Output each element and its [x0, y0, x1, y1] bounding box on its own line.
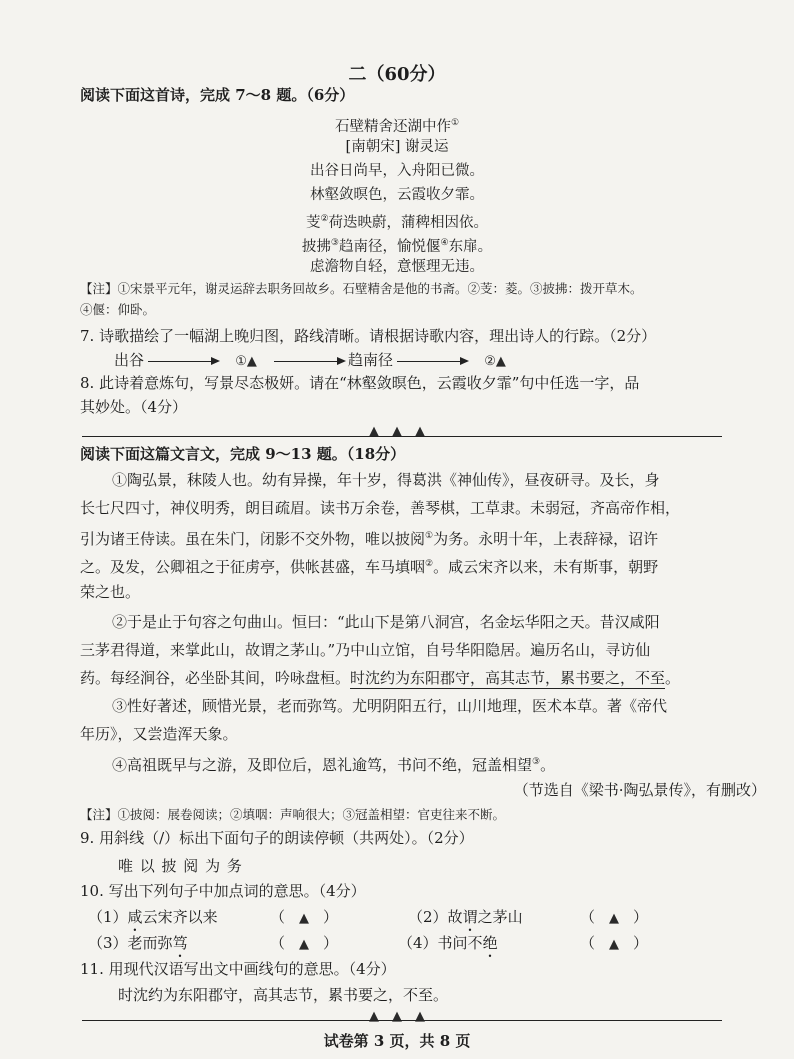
question-8-line-2: 其妙处。（4分） [80, 398, 188, 416]
answer-triangle-marks: ▲ ▲ ▲ [369, 424, 425, 439]
q7-route [114, 349, 519, 370]
q7-blank-2[interactable]: ②▲ [484, 354, 506, 369]
q7-blank-1[interactable]: ①▲ [235, 354, 257, 369]
question-9: 9. 用斜线（/）标出下面句子的朗读停顿（共两处）。（2分） [80, 829, 474, 847]
poem-note-line-2: ④偃：仰卧。 [80, 302, 156, 317]
arrow-icon [274, 361, 344, 362]
underlined-sentence: 时沈约为东阳郡守，高其志节，累书要之，不至 [350, 669, 666, 687]
q10-answer-2[interactable]: （ ▲ ） [580, 908, 649, 926]
q10-item-2: （2）故谓之茅山 [408, 908, 523, 926]
question-10: 10. 写出下列句子中加点词的意思。（4分） [80, 882, 366, 900]
prose-note: 【注】①披阅：展卷阅读；②填咽：声响很大；③冠盖相望：官吏往来不断。 [80, 807, 506, 822]
prose-p1-line-5: 荣之也。 [80, 583, 141, 601]
q10-item-3: （3）老而弥笃 [88, 934, 188, 952]
poem-line-2: 林壑敛暝色，云霞收夕霏。 [310, 187, 484, 203]
section-divider [82, 436, 722, 437]
q10-item-1: （1）咸云宋齐以来 [88, 908, 218, 926]
prose-p3-line-2: 年历》，又尝造浑天象。 [80, 725, 238, 743]
q10-answer-3[interactable]: （ ▲ ） [270, 934, 339, 952]
q10-item-4: （4）书问不绝 [398, 934, 498, 952]
prose-p2-line-1: ②于是止于句容之句曲山。恒曰：“此山下是第八洞宫，名金坛华阳之天。昔汉咸阳 [112, 613, 660, 631]
prose-instruction: 阅读下面这篇文言文，完成 9～13 题。（18分） [80, 445, 406, 463]
question-11: 11. 用现代汉语写出文中画线句的意思。（4分） [80, 960, 396, 978]
q7-start: 出谷 [114, 351, 145, 369]
bottom-divider [82, 1020, 722, 1021]
q11-sentence: 时沈约为东阳郡守，高其志节，累书要之，不至。 [118, 986, 449, 1004]
q10-answer-1[interactable]: （ ▲ ） [270, 908, 339, 926]
poem-line-1: 出谷日尚早，入舟阳已微。 [310, 163, 484, 179]
poem-line-4: 披拂③趋南径，愉悦偃④东扉。 [301, 238, 493, 255]
prose-p1-line-3: 引为诸王侍读。虽在朱门，闭影不交外物，唯以披阅①为务。永明十年，上表辞禄，诏许 [80, 530, 659, 548]
answer-triangle-marks-bottom: ▲ ▲ ▲ [369, 1009, 425, 1024]
prose-p4: ④高祖既早与之游，及即位后，恩礼逾笃，书问不绝，冠盖相望③。 [112, 756, 556, 774]
q7-mid: 趋南径 [348, 351, 394, 369]
poem-line-3: 芰②荷迭映蔚，蒲稗相因依。 [305, 214, 489, 231]
prose-p2-line-3: 药。每经涧谷，必坐卧其间，吟咏盘桓。时沈约为东阳郡守，高其志节，累书要之，不至。 [80, 669, 681, 687]
poem-author: [南朝宋] 谢灵运 [345, 139, 449, 155]
poem-line-5: 虑澹物自轻，意惬理无违。 [310, 259, 484, 275]
arrow-icon [148, 361, 218, 362]
question-8-line-1: 8. 此诗着意炼句，写景尽态极妍。请在“林壑敛暝色，云霞收夕霏”句中任选一字，品 [80, 374, 640, 392]
page-footer: 试卷第 3 页，共 8 页 [323, 1032, 471, 1050]
q9-sentence[interactable]: 唯 以 披 阅 为 务 [118, 857, 243, 875]
poem-title: 石壁精舍还湖中作① [334, 118, 460, 135]
poem-note-line-1: 【注】①宋景平元年，谢灵运辞去职务回故乡。石壁精舍是他的书斋。②芰：菱。③披拂：拨开草木。 [80, 281, 643, 296]
prose-source: （节选自《梁书·陶弘景传》，有删改） [513, 781, 766, 799]
q10-answer-4[interactable]: （ ▲ ） [580, 934, 649, 952]
prose-p1-line-4: 之。及发，公卿祖之于征虏亭，供帐甚盛，车马填咽②。咸云宋齐以来，未有斯事，朝野 [80, 558, 659, 576]
question-7: 7. 诗歌描绘了一幅湖上晚归图，路线清晰。请根据诗歌内容，理出诗人的行踪。（2分） [80, 327, 657, 345]
poem-instruction: 阅读下面这首诗，完成 7～8 题。（6分） [80, 86, 355, 104]
prose-p1-line-1: ①陶弘景，秣陵人也。幼有异操，年十岁，得葛洪《神仙传》，昼夜研寻。及长，身 [112, 471, 660, 489]
section-title: 二（60分） [348, 64, 446, 85]
prose-p3-line-1: ③性好著述，顾惜光景，老而弥笃。尤明阴阳五行，山川地理，医术本草。著《帝代 [112, 697, 668, 715]
prose-p1-line-2: 长七尺四寸，神仪明秀，朗目疏眉。读书万余卷，善琴棋，工草隶。未弱冠，齐高帝作相， [80, 499, 681, 517]
prose-p2-line-2: 三茅君得道，来掌此山，故谓之茅山。”乃中山立馆，自号华阳隐居。遍历名山，寻访仙 [80, 641, 651, 659]
arrow-icon [397, 361, 467, 362]
